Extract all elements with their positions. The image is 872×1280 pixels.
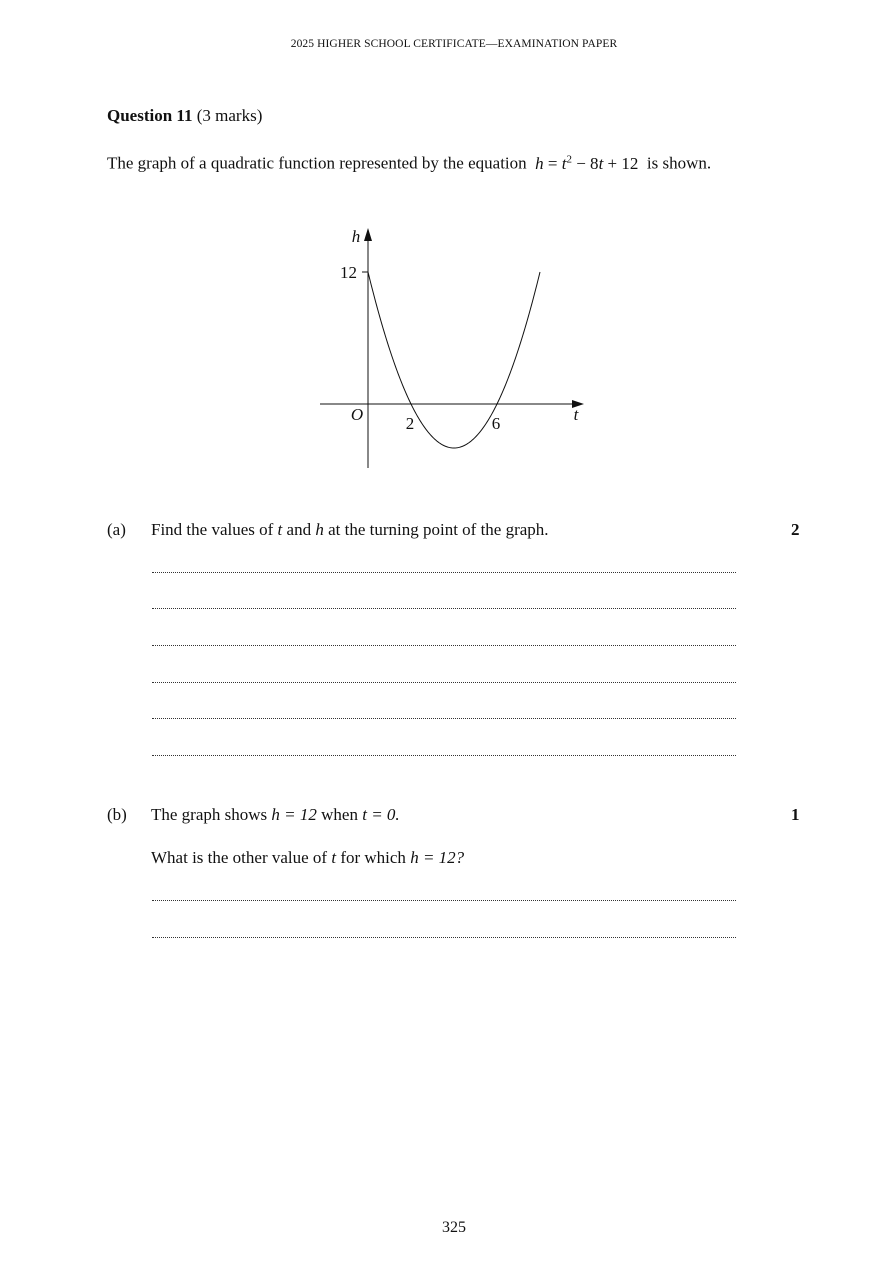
quadratic-equation: $h = t^2 - 8t + 12$ (535, 153, 639, 173)
page-header: 2025 HIGHER SCHOOL CERTIFICATE—EXAMINATION PAPER (290, 38, 618, 50)
part-a-label: (a) (107, 520, 126, 539)
y-axis-arrowhead (364, 228, 372, 241)
part-b-statement: The graph shows h = 12 when t = 0. (151, 805, 400, 824)
question-title: Question 11 (107, 106, 193, 125)
answer-line[interactable] (152, 682, 736, 683)
part-b-label: (b) (107, 805, 127, 824)
parabola-curve (368, 272, 540, 448)
page-number: 325 (442, 1219, 466, 1236)
x-axis-label: t (573, 405, 579, 424)
answer-line[interactable] (152, 645, 736, 646)
question-marks: (3 marks) (196, 106, 263, 125)
y-tick-label: 12 (340, 263, 357, 282)
x-tick-label: 6 (491, 414, 501, 433)
x-tick-label: 2 (405, 414, 415, 433)
question-heading (107, 106, 262, 126)
part-b-question: What is the other value of t for which h = 12? (151, 848, 465, 867)
question-intro (107, 148, 737, 175)
answer-line[interactable] (152, 755, 736, 756)
answer-line[interactable] (152, 718, 736, 719)
answer-line[interactable] (152, 900, 736, 901)
y-axis-label: h (351, 227, 361, 246)
origin-label: O (350, 405, 364, 424)
intro-text-after: is shown. (646, 153, 712, 173)
answer-line[interactable] (152, 937, 736, 938)
intro-text-before: The graph of a quadratic function represented by the equation (107, 153, 527, 173)
answer-line[interactable] (152, 608, 736, 609)
part-b-marks: 1 (791, 805, 800, 824)
part-a-marks: 2 (791, 520, 800, 539)
part-a-question: Find the values of t and h at the turning point of the graph. (151, 520, 549, 539)
quadratic-graph (300, 220, 600, 480)
answer-line[interactable] (152, 572, 736, 573)
